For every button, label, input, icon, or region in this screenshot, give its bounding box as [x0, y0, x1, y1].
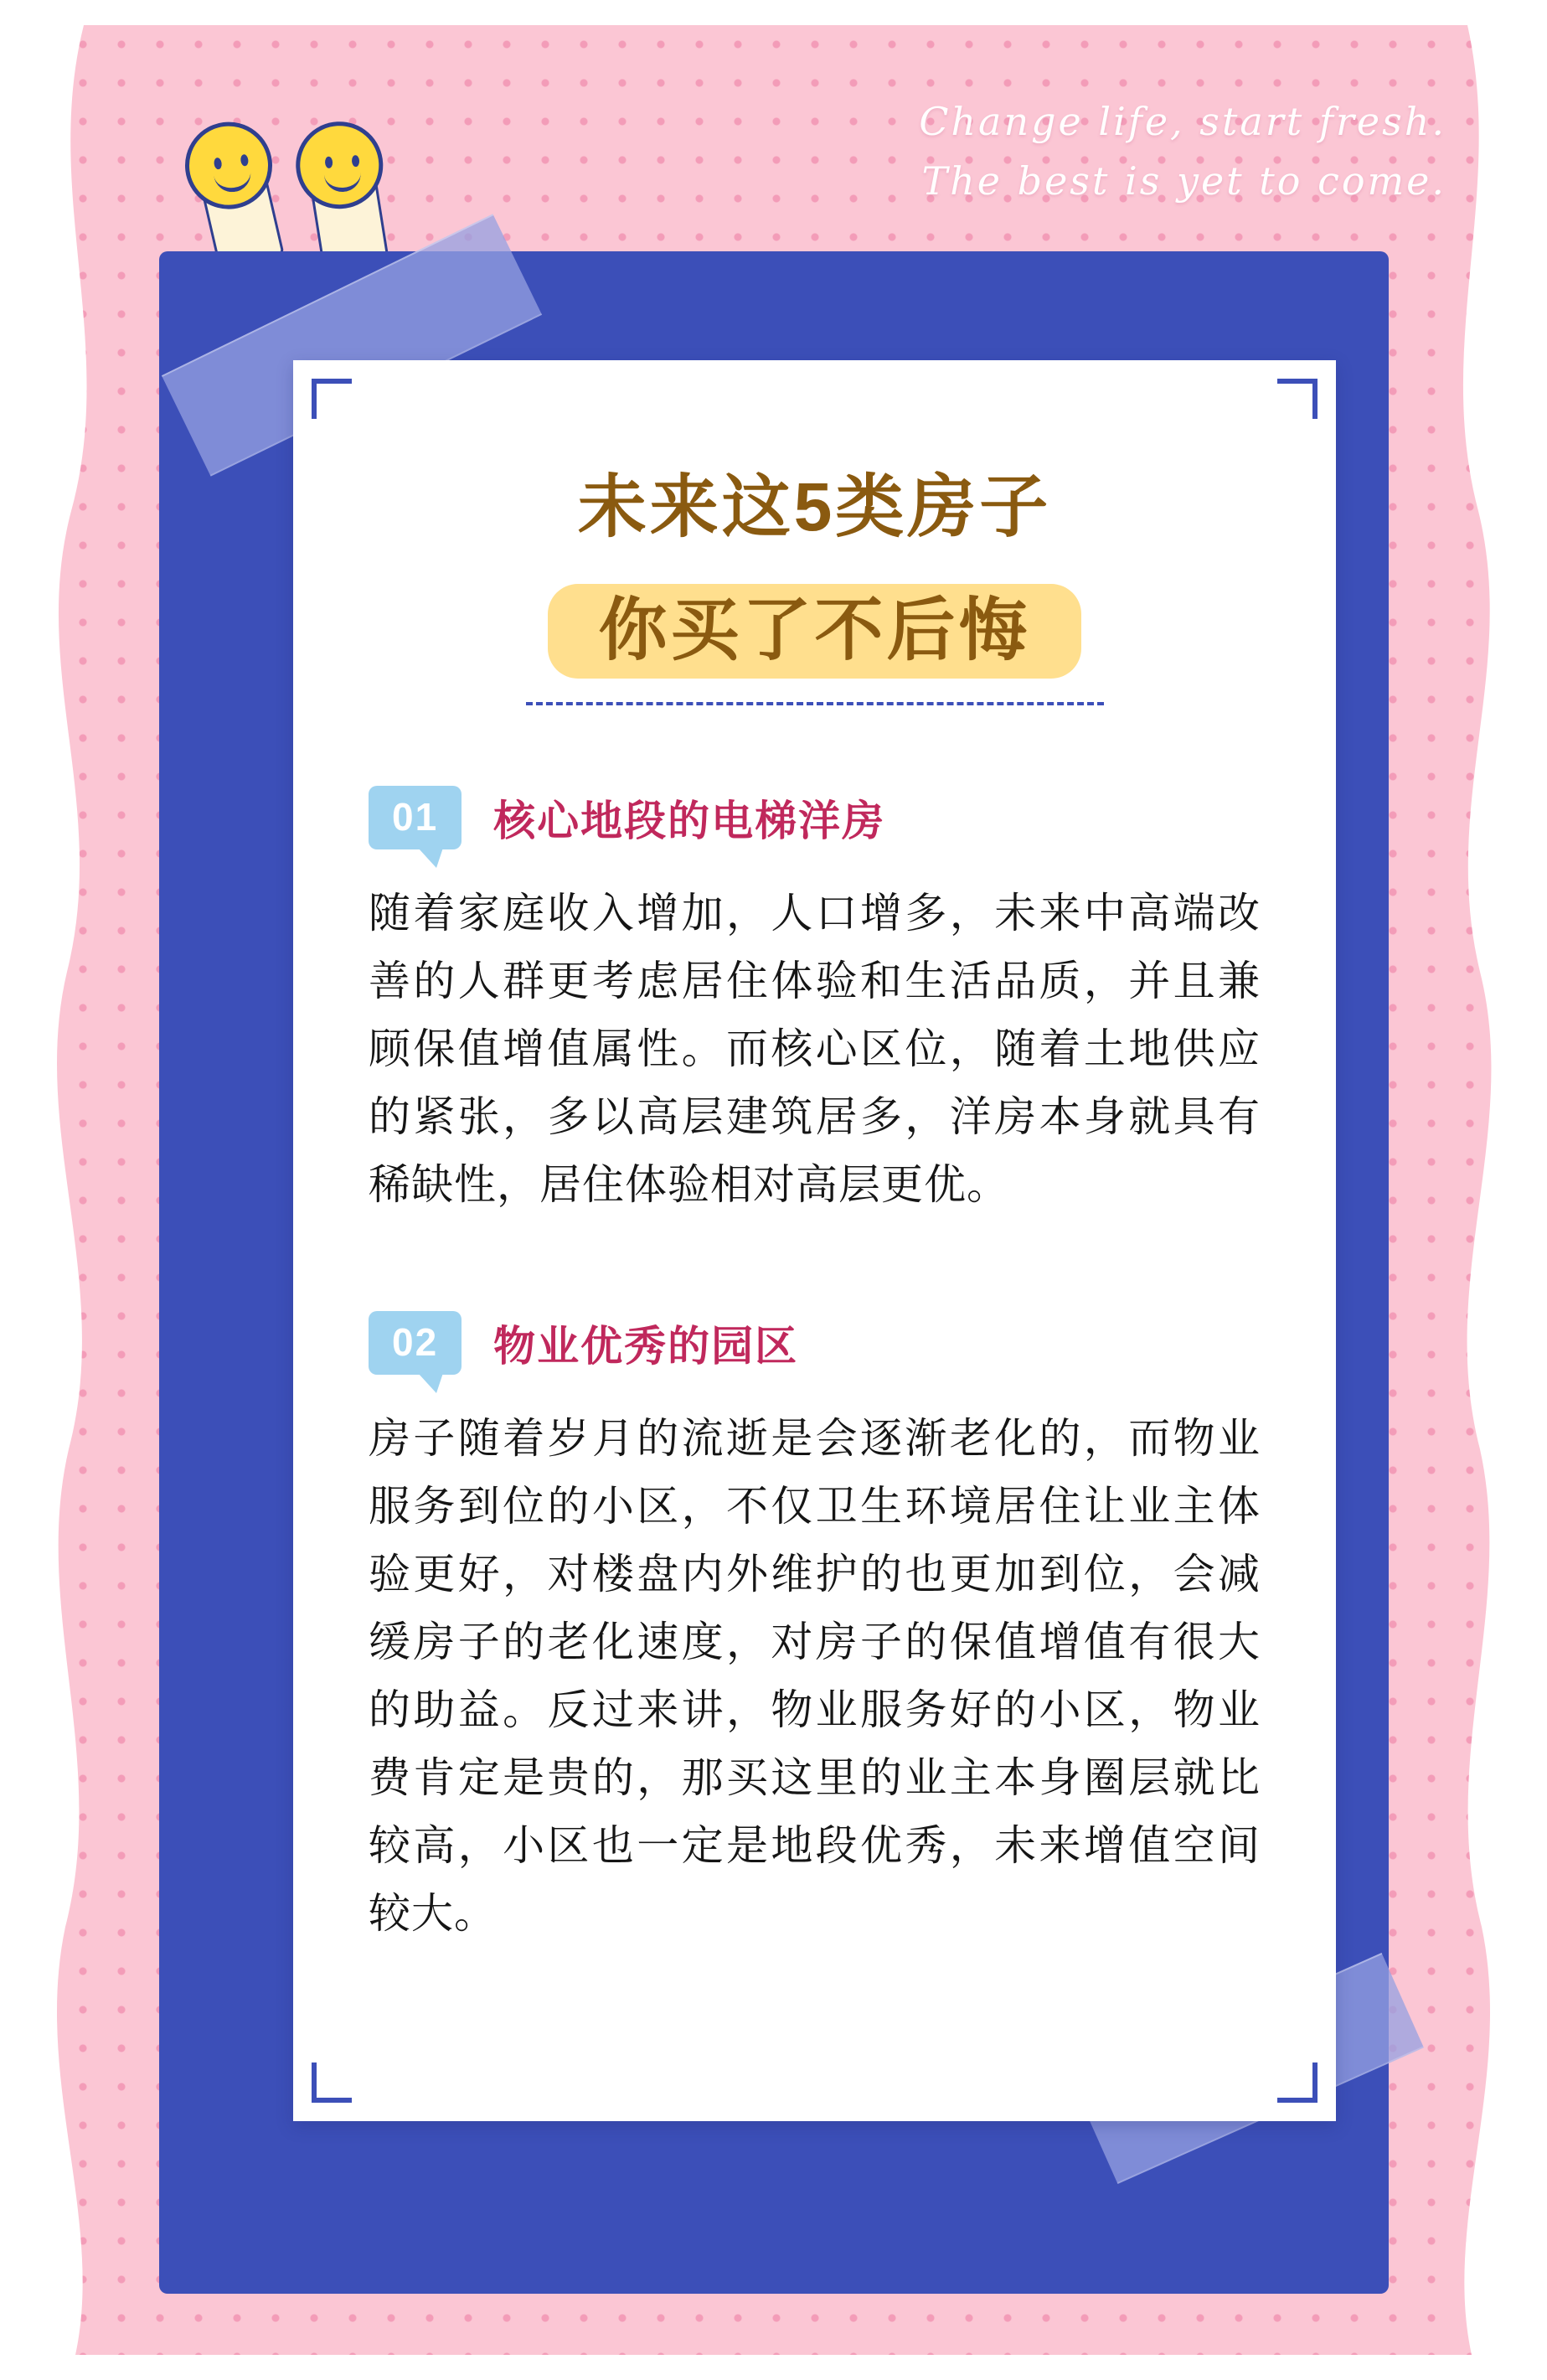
dashed-divider: [526, 702, 1104, 705]
decorative-script-text: [919, 92, 1446, 212]
section-02-number-badge: 02: [369, 1311, 462, 1375]
section-01-heading: 核心地段的电梯洋房: [493, 798, 886, 844]
white-paper-card: [293, 360, 1336, 2121]
section-02-header: [369, 1311, 1261, 1375]
page-title-line2-wrapper: [548, 569, 1080, 680]
title-block: [369, 452, 1261, 705]
corner-bracket: [312, 379, 352, 419]
script-line-2: The best is yet to come.: [921, 158, 1446, 204]
section-01-header: [369, 786, 1261, 849]
page-title-line1: 未来这5类房子: [577, 469, 1052, 545]
section-01-number-badge: 01: [369, 786, 462, 849]
corner-bracket: [1277, 379, 1318, 419]
corner-bracket: [1277, 2062, 1318, 2103]
page-title-line2: 你买了不后悔: [598, 592, 1031, 669]
section-02: [369, 1311, 1261, 1948]
left-wave-decoration: [25, 25, 126, 2355]
section-01-body: 随着家庭收入增加，人口增多，未来中高端改善的人群更考虑居住体验和生活品质，并且兼顾保值增值属性。而核心区位，随着土地供应的紧张，多以高层建筑居多，洋房本身就具有稀缺性，居住体验相对高层更优。: [369, 890, 1261, 1208]
section-02-heading: 物业优秀的园区: [493, 1323, 799, 1370]
smiley-clip-right: [294, 119, 394, 266]
script-line-1: Change life, start fresh.: [919, 99, 1446, 144]
section-02-body: 房子随着岁月的流逝是会逐渐老化的，而物业服务到位的小区，不仅卫生环境居住让业主体验更好，对楼盘内外维护的也更加到位，会减缓房子的老化速度，对房子的保值增值有很大的助益。反过来讲，物业服务好的小区，物业费肯定是贵的，那买这里的业主本身圈层就比较高，小区也一定是地段优秀，未来增值空间较大。: [369, 1415, 1261, 1937]
right-wave-decoration: [1421, 25, 1522, 2355]
section-01: [369, 786, 1261, 1219]
corner-bracket: [312, 2062, 352, 2103]
smiley-mouth: [213, 164, 252, 194]
smiley-mouth: [323, 165, 362, 193]
smiley-clip-left: [180, 116, 289, 269]
